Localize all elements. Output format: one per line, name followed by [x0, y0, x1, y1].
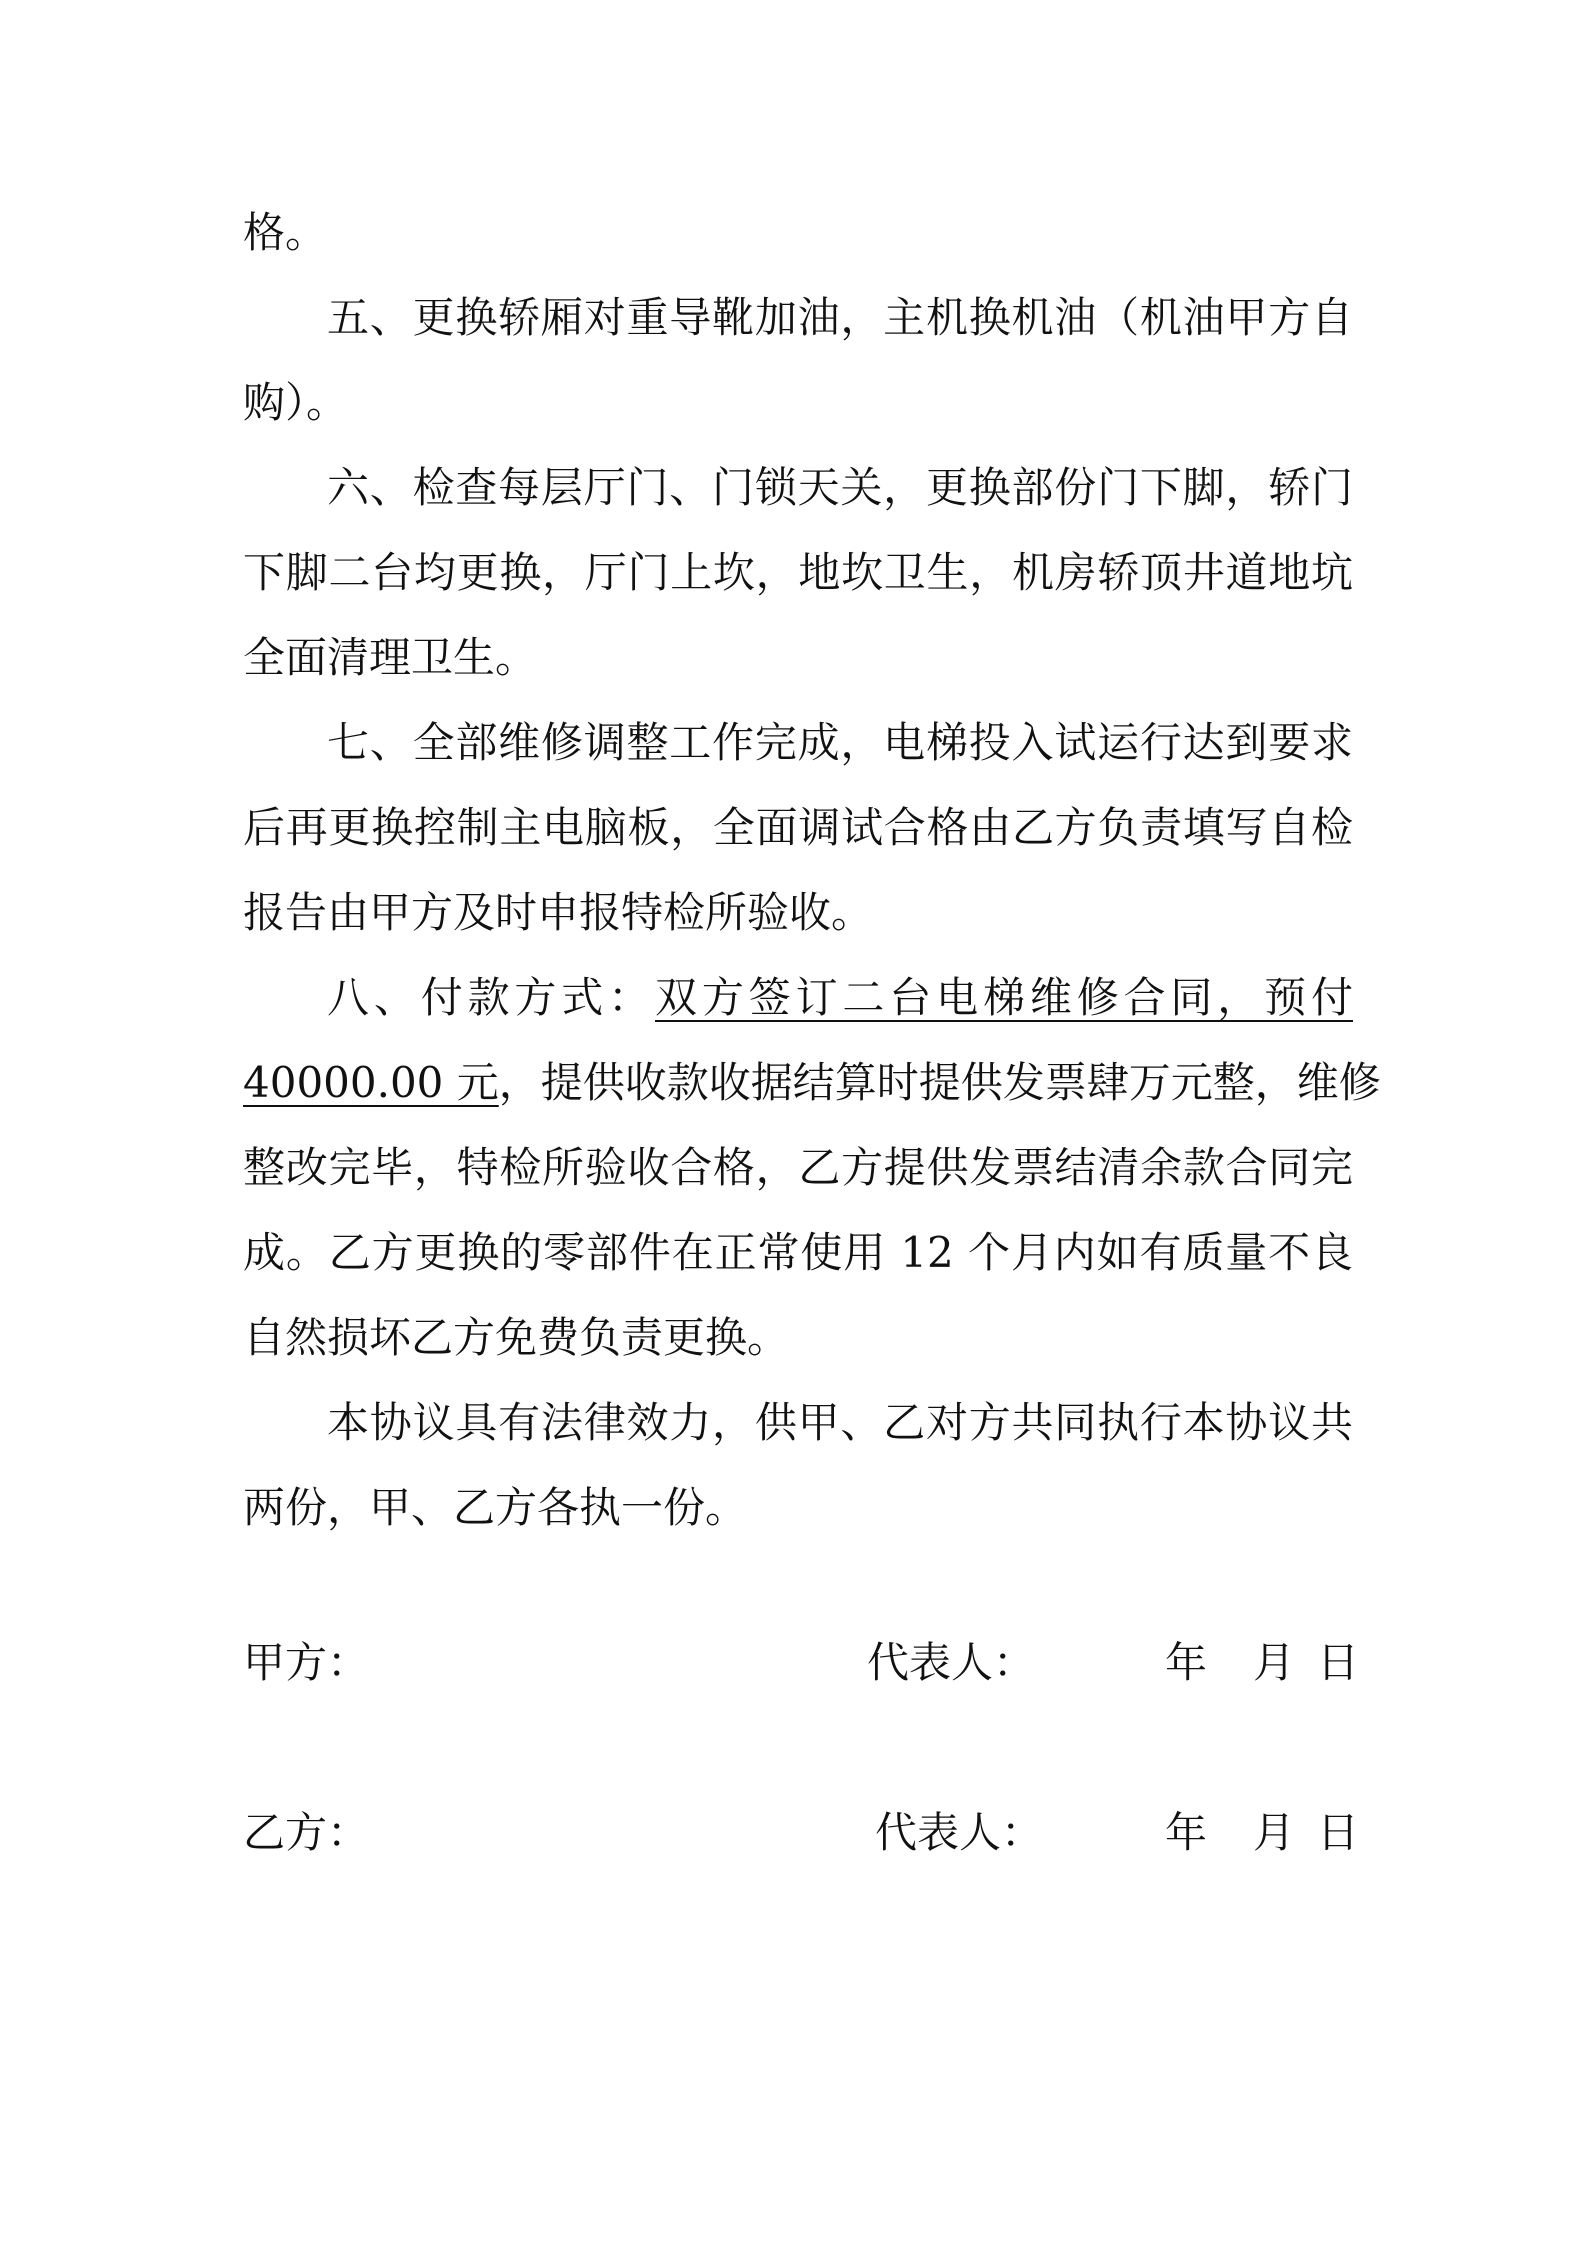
prepayment-amount: 40000.00 元: [243, 1058, 499, 1107]
paragraph-6-line-1: 六、检查每层厅门、门锁天关，更换部份门下脚，轿门: [327, 463, 1353, 512]
paragraph-7-line-3: 报告由甲方及时申报特检所验收。: [243, 888, 874, 937]
paragraph-4-tail: 格。: [243, 208, 328, 257]
paragraph-8-line-5: 自然损坏乙方免费负责更换。: [243, 1313, 790, 1362]
paragraph-6-line-2: 下脚二台均更换，厅门上坎，地坎卫生，机房轿顶井道地坑: [243, 548, 1353, 597]
day-label: 日: [1317, 1638, 1360, 1687]
paragraph-6-line-3: 全面清理卫生。: [243, 633, 538, 682]
paragraph-5-line-1: 五、更换轿厢对重导靴加油，主机换机油（机油甲方自: [327, 293, 1353, 342]
paragraph-9-line-2: 两份，甲、乙方各执一份。: [243, 1483, 748, 1532]
payment-terms-underlined: 双方签订二台电梯维修合同，预付: [655, 973, 1353, 1022]
year-label: 年: [1165, 1808, 1208, 1857]
paragraph-8-line-4: 成。乙方更换的零部件在正常使用 12 个月内如有质量不良: [243, 1228, 1353, 1277]
party-a-date: [1165, 1635, 1359, 1691]
party-a-representative-label: 代表人：: [867, 1638, 1036, 1687]
paragraph-8-line-2: [243, 1055, 1381, 1111]
payment-method-label: 八、付款方式：: [327, 973, 655, 1022]
paragraph-8-line-3: 整改完毕，特检所验收合格，乙方提供发票结清余款合同完: [243, 1143, 1353, 1192]
paragraph-9-line-1: 本协议具有法律效力，供甲、乙对方共同执行本协议共: [327, 1398, 1353, 1447]
paragraph-7-line-2: 后再更换控制主电脑板，全面调试合格由乙方负责填写自检: [243, 803, 1353, 852]
paragraph-8-line-1: [327, 970, 1353, 1026]
party-a-label: 甲方：: [243, 1638, 370, 1687]
year-label: 年: [1165, 1638, 1208, 1687]
paragraph-7-line-1: 七、全部维修调整工作完成，电梯投入试运行达到要求: [327, 718, 1353, 767]
party-b-label: 乙方：: [243, 1808, 370, 1857]
month-label: 月: [1253, 1638, 1296, 1687]
day-label: 日: [1317, 1808, 1360, 1857]
party-b-date: [1165, 1805, 1359, 1861]
party-b-representative-label: 代表人：: [875, 1808, 1044, 1857]
paragraph-5-line-2: 购）。: [243, 378, 349, 427]
paragraph-8-line-2-text: ，提供收款收据结算时提供发票肆万元整，维修: [498, 1058, 1381, 1107]
month-label: 月: [1253, 1808, 1296, 1857]
